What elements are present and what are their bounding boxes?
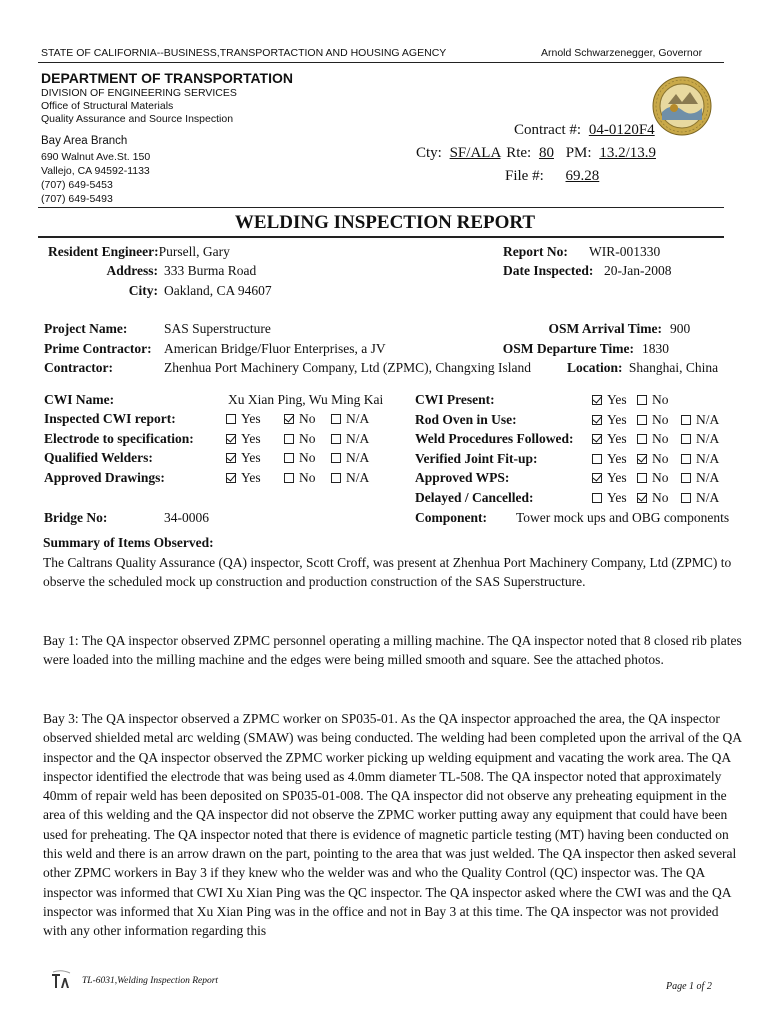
title-rule-top [38,207,724,208]
yes-checkbox[interactable] [226,434,236,444]
bridge-no-value: 34-0006 [164,510,209,525]
na-option [331,431,369,447]
no-label: No [299,450,316,465]
project-name-value: SAS Superstructure [164,321,271,336]
address-value: 333 Burma Road [164,263,257,278]
checklist-label: Approved Drawings: [44,469,165,485]
no-label: No [652,392,669,407]
na-option [681,470,719,486]
no-checkbox[interactable] [284,473,294,483]
yes-option [226,470,261,486]
yes-option [592,470,627,486]
no-checkbox[interactable] [637,415,647,425]
no-checkbox[interactable] [637,473,647,483]
city-label: City: [128,283,158,298]
no-label: No [299,411,316,426]
file-number: File #: 69.28 [505,168,600,184]
header-rule [38,62,724,63]
yes-checkbox[interactable] [592,454,602,464]
branch-phone-1: (707) 649-5453 [41,179,113,191]
na-checkbox[interactable] [681,415,691,425]
na-label: N/A [346,469,370,485]
yes-checkbox[interactable] [592,493,602,503]
contract-number: Contract #: 04-0120F4 [514,122,655,138]
contractor-value: Zhenhua Port Machinery Company, Ltd (ZPMC), Changxing Island [164,360,531,375]
yes-label: Yes [607,392,627,407]
na-option [681,490,719,506]
yes-label: Yes [241,450,261,465]
branch-phone-2: (707) 649-5493 [41,193,113,205]
checklist-label: Weld Procedures Followed: [415,431,574,446]
summary-heading: Summary of Items Observed: [43,535,214,550]
yes-option [592,490,627,506]
yes-label: Yes [241,411,261,426]
no-option [637,451,669,467]
yes-label: Yes [607,431,627,446]
no-checkbox[interactable] [284,434,294,444]
no-option [284,470,316,486]
no-label: No [299,469,316,485]
na-option [331,470,369,486]
checklist-label: CWI Present: [415,392,495,407]
na-label: N/A [346,430,370,446]
city-value: Oakland, CA 94607 [164,283,272,298]
checklist-label: Electrode to specification: [44,430,194,446]
na-label: N/A [696,411,720,427]
office-line-1: Office of Structural Materials [41,100,174,112]
no-checkbox[interactable] [284,414,294,424]
na-label: N/A [696,489,720,505]
yes-checkbox[interactable] [226,453,236,463]
project-name-label: Project Name: [44,321,128,336]
yes-option [592,392,627,408]
governor-line: Arnold Schwarzenegger, Governor [541,47,703,59]
no-checkbox[interactable] [637,395,647,405]
yes-label: Yes [241,430,261,446]
department-title: DEPARTMENT OF TRANSPORTATION [41,70,293,86]
branch-address-2: Vallejo, CA 94592-1133 [41,165,150,177]
address-label: Address: [106,263,158,278]
yes-label: Yes [607,470,627,485]
no-option [637,412,669,428]
na-option [331,411,369,427]
resident-engineer: Resident Engineer:Pursell, Gary [48,244,230,259]
na-checkbox[interactable] [331,434,341,444]
no-option [637,431,669,447]
no-label: No [299,430,316,446]
yes-checkbox[interactable] [226,414,236,424]
yes-label: Yes [607,411,627,427]
no-checkbox[interactable] [637,454,647,464]
no-option [284,431,316,447]
no-option [284,450,316,466]
report-title: WELDING INSPECTION REPORT [234,212,536,233]
yes-option [226,411,261,427]
summary-paragraph: Bay 1: The QA inspector observed ZPMC personnel operating a milling machine. The QA inspector noted that 8 closed rib plates were loaded into the milling machine and the edges were being milled smooth and square. See the attached photos. [43,633,742,668]
route-line: Cty: SF/ALA Rte: 80 PM: 13.2/13.9 [416,145,656,161]
no-checkbox[interactable] [284,453,294,463]
no-option [284,411,316,427]
caltrans-logo-icon [50,970,72,990]
no-label: No [652,431,669,446]
na-option [331,450,369,466]
na-label: N/A [346,450,370,465]
no-option [637,392,669,408]
title-rule-bottom [38,236,724,238]
summary-paragraph: Bay 3: The QA inspector observed a ZPMC worker on SP035-01. As the QA inspector approached the area, the QA inspector observed shielded metal arc welding (SMAW) was being conducted. The welding had been completed upon the arrival of the QA inspector and the QA inspector observed the ZPMC worker picking up welding equipment and vacating the work area. The QA inspector identified the electrode that was being used as 4.0mm diameter TL-508. The QA inspector noted that approximately 40mm of repair weld has been deposited on SP035-01-008. The QA inspector did not observe any preheating equipment in the area of this welding and the QA inspector did not observe the ZPMC worker putting away any equipment that could have been used for preheating. The QA inspector noted that there is evidence of magnetic particle testing (MT) having been conducted on this weld and there is an arrow drawn on the part, pointing to the area that was just welded. The QA inspector then asked several other ZPMC workers in Bay 3 if they knew who the welder was and who the Quality Control (QC) inspector was. The QA inspector was informed that CWI Xu Xian Ping was the QC inspector. The QA inspector asked where the CWI was and the QA inspector was informed that Xu Xian Ping was in the office and not in Bay 3 at this time. The QA inspector was not provided with any other information regarding this [43,711,742,939]
yes-checkbox[interactable] [592,415,602,425]
page-number: Page 1 of 2 [666,981,712,992]
checklist-label: Verified Joint Fit-up: [415,450,538,466]
yes-label: Yes [607,489,627,505]
division-line: DIVISION OF ENGINEERING SERVICES [41,87,237,99]
na-label: N/A [696,431,720,446]
na-option [681,431,719,447]
yes-label: Yes [607,450,627,466]
na-checkbox[interactable] [681,493,691,503]
osm-departure-value: 1830 [642,341,669,356]
na-label: N/A [696,470,720,485]
yes-label: Yes [241,469,261,485]
office-line-2: Quality Assurance and Source Inspection [41,113,234,125]
yes-checkbox[interactable] [226,473,236,483]
na-checkbox[interactable] [331,473,341,483]
component-value: Tower mock ups and OBG components [516,510,730,525]
na-checkbox[interactable] [681,454,691,464]
na-label: N/A [346,411,370,426]
no-label: No [652,411,669,427]
no-label: No [652,450,669,466]
branch-name: Bay Area Branch [41,135,128,147]
yes-option [592,431,627,447]
yes-option [592,451,627,467]
no-option [637,470,669,486]
no-checkbox[interactable] [637,493,647,503]
report-no-label: Report No: [503,244,568,259]
na-label: N/A [696,450,720,466]
summary-paragraph: The Caltrans Quality Assurance (QA) inspector, Scott Croff, was present at Zhenhua Port Machinery Company, Ltd (ZPMC) to observe the scheduled mock up construction and production construction of the SAS Superstructure. [43,555,732,590]
location: Location: Shanghai, China [567,360,719,375]
no-label: No [652,489,669,505]
checklist-label: Inspected CWI report: [44,411,176,426]
osm-arrival: OSM Arrival Time: [548,321,662,336]
yes-checkbox[interactable] [592,434,602,444]
na-checkbox[interactable] [331,453,341,463]
branch-address-1: 690 Walnut Ave.St. 150 [41,151,151,163]
checklist-label: Qualified Welders: [44,450,153,465]
na-checkbox[interactable] [681,473,691,483]
agency-line: STATE OF CALIFORNIA--BUSINESS,TRANSPORTACTION AND HOUSING AGENCY [41,47,447,59]
contractor-label: Contractor: [44,360,113,375]
yes-checkbox[interactable] [592,473,602,483]
checklist-label: Delayed / Cancelled: [415,489,534,505]
report-no-value: WIR-001330 [589,244,661,259]
component-label: Component: [415,510,488,525]
date-inspected-value: 20-Jan-2008 [604,263,672,278]
cwi-name-value: Xu Xian Ping, Wu Ming Kai [228,392,384,407]
checklist-label: Rod Oven in Use: [415,411,517,427]
na-option [681,412,719,428]
na-checkbox[interactable] [681,434,691,444]
yes-option [226,450,261,466]
osm-departure: OSM Departure Time: [502,341,634,356]
cwi-name-label: CWI Name: [44,392,115,407]
date-inspected-label: Date Inspected: [503,263,594,278]
no-checkbox[interactable] [637,434,647,444]
prime-contractor-label: Prime Contractor: [44,341,152,356]
no-label: No [652,470,669,485]
na-option [681,451,719,467]
na-checkbox[interactable] [331,414,341,424]
yes-option [226,431,261,447]
osm-arrival-value: 900 [670,321,691,336]
yes-option [592,412,627,428]
form-name: TL-6031,Welding Inspection Report [82,976,219,986]
checklist-label: Approved WPS: [415,470,510,485]
yes-checkbox[interactable] [592,395,602,405]
bridge-no-label: Bridge No: [44,510,108,525]
california-seal-icon [652,76,712,136]
no-option [637,490,669,506]
prime-contractor-value: American Bridge/Fluor Enterprises, a JV [164,341,386,356]
